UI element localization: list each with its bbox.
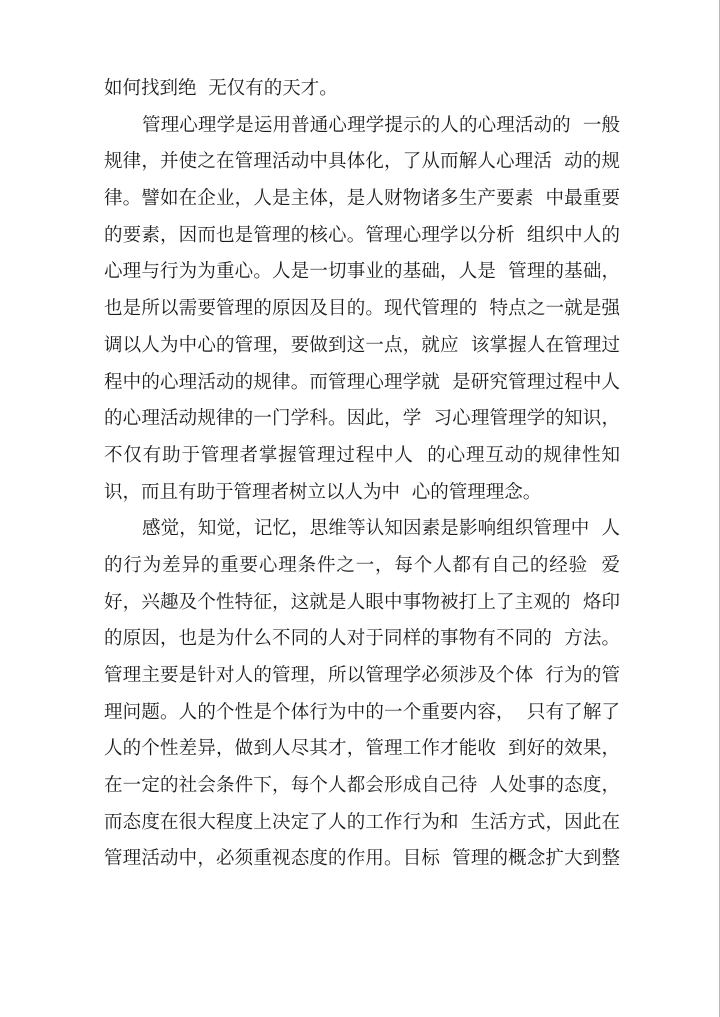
- text-line: 律。譬如在企业，人是主体，是人财物诸多生产要素 中最重要: [104, 188, 620, 210]
- text-line: 好，兴趣及个性特征，这就是人眼中事物被打上了主观的 烙印: [104, 591, 620, 613]
- text-line: 的要素，因而也是管理的核心。管理心理学以分析 组织中人的: [104, 224, 620, 246]
- text-line: 管理活动中，必须重视态度的作用。目标 管理的概念扩大到整: [104, 848, 620, 870]
- body-text: [104, 71, 620, 878]
- text-line: 的心理活动规律的一门学科。因此，学 习心理管理学的知识，: [104, 408, 620, 430]
- text-line: 在一定的社会条件下，每个人都会形成自己待 人处事的态度，: [104, 775, 620, 797]
- text-line: 心理与行为为重心。人是一切事业的基础，人是 管理的基础，: [104, 261, 620, 283]
- text-line: 感觉，知觉，记忆，思维等认知因素是影响组织管理中 人: [142, 518, 620, 540]
- text-line: 调以人为中心的管理，要做到这一点，就应 该掌握人在管理过: [104, 334, 620, 356]
- text-line: 的原因，也是为什么不同的人对于同样的事物有不同的 方法。: [104, 628, 620, 650]
- text-line: 而态度在很大程度上决定了人的工作行为和 生活方式，因此在: [104, 811, 620, 833]
- text-line: 程中的心理活动的规律。而管理心理学就 是研究管理过程中人: [104, 371, 620, 393]
- text-line: 也是所以需要管理的原因及目的。现代管理的 特点之一就是强: [104, 298, 620, 320]
- text-line: 规律，并使之在管理活动中具体化，了从而解人心理活 动的规: [104, 151, 620, 173]
- text-line: 理问题。人的个性是个体行为中的一个重要内容， 只有了解了: [104, 701, 620, 723]
- text-line: 如何找到绝 无仅有的天才。: [104, 78, 338, 99]
- text-line: 管理心理学是运用普通心理学提示的人的心理活动的 一般: [142, 114, 620, 136]
- text-line: 不仅有助于管理者掌握管理过程中人 的心理互动的规律性知: [104, 444, 620, 466]
- text-line: 管理主要是针对人的管理，所以管理学必须涉及个体 行为的管: [104, 665, 620, 686]
- text-line: 的行为差异的重要心理条件之一，每个人都有自己的经验 爱: [104, 554, 620, 576]
- text-line: 识，而且有助于管理者树立以人为中 心的管理理念。: [104, 481, 542, 503]
- text-line: 人的个性差异，做到人尽其才，管理工作才能收 到好的效果，: [104, 738, 620, 760]
